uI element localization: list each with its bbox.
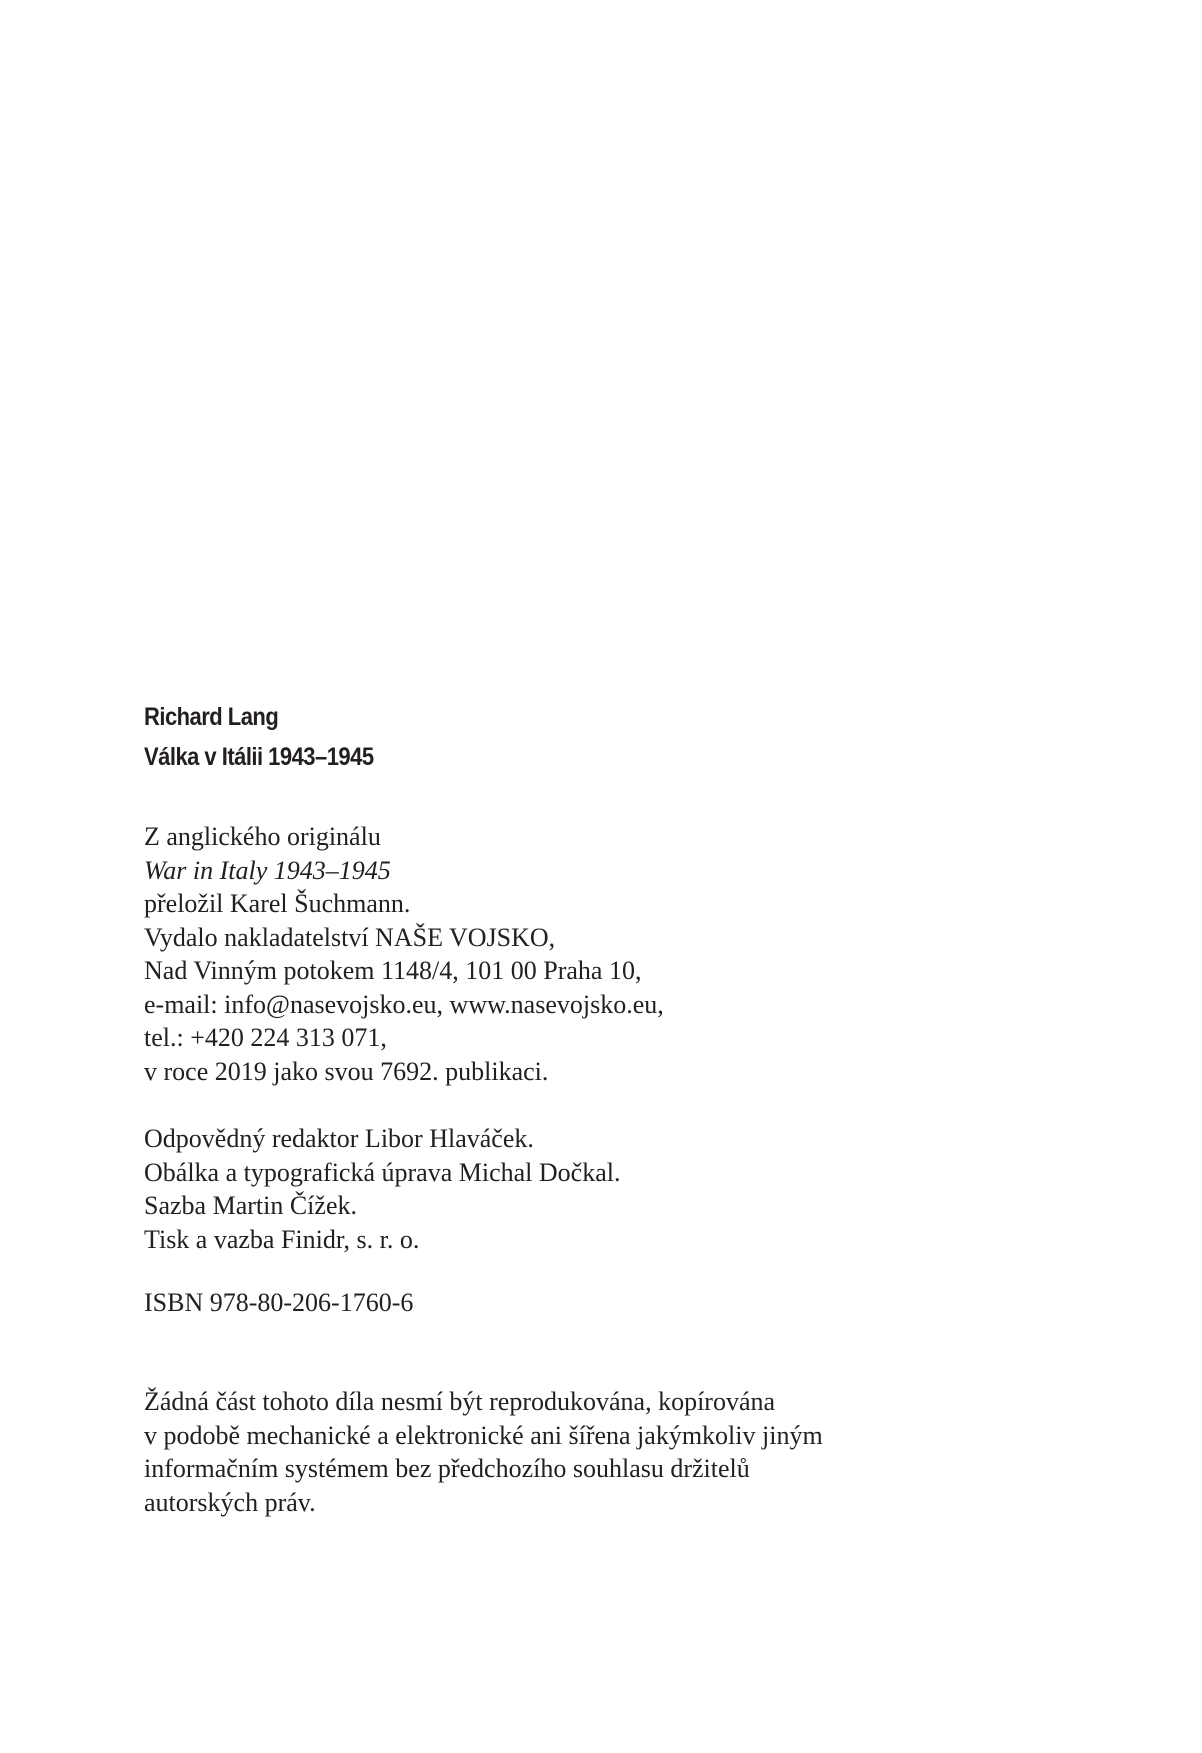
publisher-line: Vydalo nakladatelství NAŠE VOJSKO,: [144, 922, 556, 952]
rights-notice: [144, 1385, 1044, 1519]
cover-line: Obálka a typografická úprava Michal Dočkal.: [144, 1157, 621, 1187]
contact-line: e-mail: info@nasevojsko.eu, www.nasevojsko.eu,: [144, 989, 664, 1019]
typesetting-line: Sazba Martin Čížek.: [144, 1191, 357, 1220]
author-name: Richard Lang: [144, 703, 279, 731]
phone-line: tel.: +420 224 313 071,: [144, 1023, 387, 1052]
printing-line: Tisk a vazba Finidr, s. r. o.: [144, 1224, 420, 1254]
isbn-block: [144, 1286, 1044, 1320]
original-intro: Z anglického originálu: [144, 822, 381, 851]
original-title: War in Italy 1943–1945: [144, 855, 391, 885]
rights-line-2: v podobě mechanické a elektronické ani šířena jakýmkoliv jiným: [144, 1420, 823, 1450]
book-header: [144, 697, 1044, 777]
book-title: Válka v Itálii 1943–1945: [144, 743, 374, 771]
isbn-line: ISBN 978-80-206-1760-6: [144, 1288, 414, 1317]
credits-block: [144, 1122, 1044, 1256]
rights-line-1: Žádná část tohoto díla nesmí být reprodukována, kopírována: [144, 1387, 776, 1416]
address-line: Nad Vinným potokem 1148/4, 101 00 Praha 10,: [144, 956, 642, 985]
editor-line: Odpovědný redaktor Libor Hlaváček.: [144, 1124, 534, 1153]
rights-line-3: informačním systémem bez předchozího souhlasu držitelů: [144, 1454, 750, 1483]
rights-line-4: autorských práv.: [144, 1487, 316, 1517]
year-note-line: v roce 2019 jako svou 7692. publikaci.: [144, 1056, 549, 1086]
translator-line: přeložil Karel Šuchmann.: [144, 889, 411, 918]
imprint-block: [144, 820, 1044, 1088]
